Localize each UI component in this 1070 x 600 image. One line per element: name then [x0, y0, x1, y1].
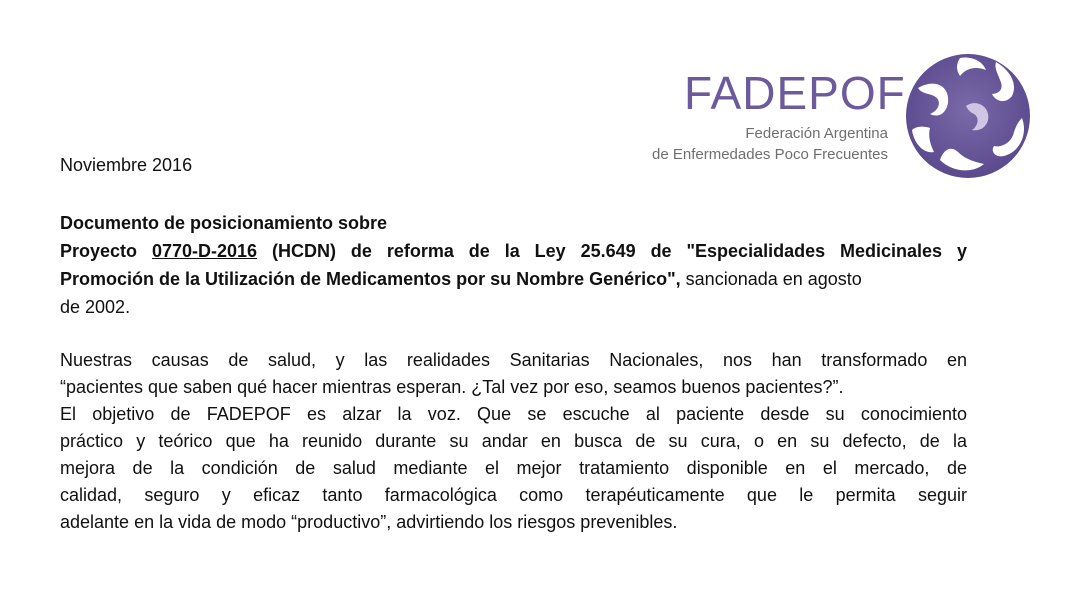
logo-subtitle-line2: de Enfermedades Poco Frecuentes — [652, 146, 888, 163]
logo-subtitle-line1: Federación Argentina — [745, 125, 888, 142]
heading-line-2: Proyecto 0770-D-2016 (HCDN) de reforma de la Ley 25.649 de "Especialidades Medicinales y — [60, 241, 968, 261]
heading-line-1: Documento de posicionamiento sobre — [60, 213, 388, 233]
body-line: El objetivo de FADEPOF es alzar la voz. Que se escuche al paciente desde su conocimiento — [60, 404, 967, 424]
body-line: práctico y teórico que ha reunido durante su andar en busca de su cura, o en su defecto, de la — [60, 431, 967, 451]
logo-wordmark: FADEPOF — [684, 67, 906, 119]
project-number: 0770-D-2016 — [151, 241, 258, 261]
body-line: Nuestras causas de salud, y las realidades Sanitarias Nacionales, nos han transformado en — [60, 350, 967, 370]
body-paragraph — [60, 347, 967, 536]
body-line: mejora de la condición de salud mediante el mejor tratamiento disponible en el mercado, de — [60, 458, 967, 478]
document-date: Noviembre 2016 — [60, 155, 193, 175]
body-line: “pacientes que saben qué hacer mientras esperan. ¿Tal vez por eso, seamos buenos pacientes?”. — [60, 377, 844, 397]
globe-hands-icon — [900, 48, 1040, 184]
document-heading — [60, 209, 967, 321]
heading-line-4: de 2002. — [60, 297, 131, 317]
fadepof-logo — [652, 48, 1050, 188]
body-line: adelante en la vida de modo “productivo”, advirtiendo los riesgos prevenibles. — [60, 512, 678, 532]
body-line: calidad, seguro y eficaz tanto farmacológica como terapéuticamente que le permita seguir — [60, 485, 967, 505]
heading-line-3: Promoción de la Utilización de Medicamentos por su Nombre Genérico", sancionada en agosto — [60, 269, 862, 289]
